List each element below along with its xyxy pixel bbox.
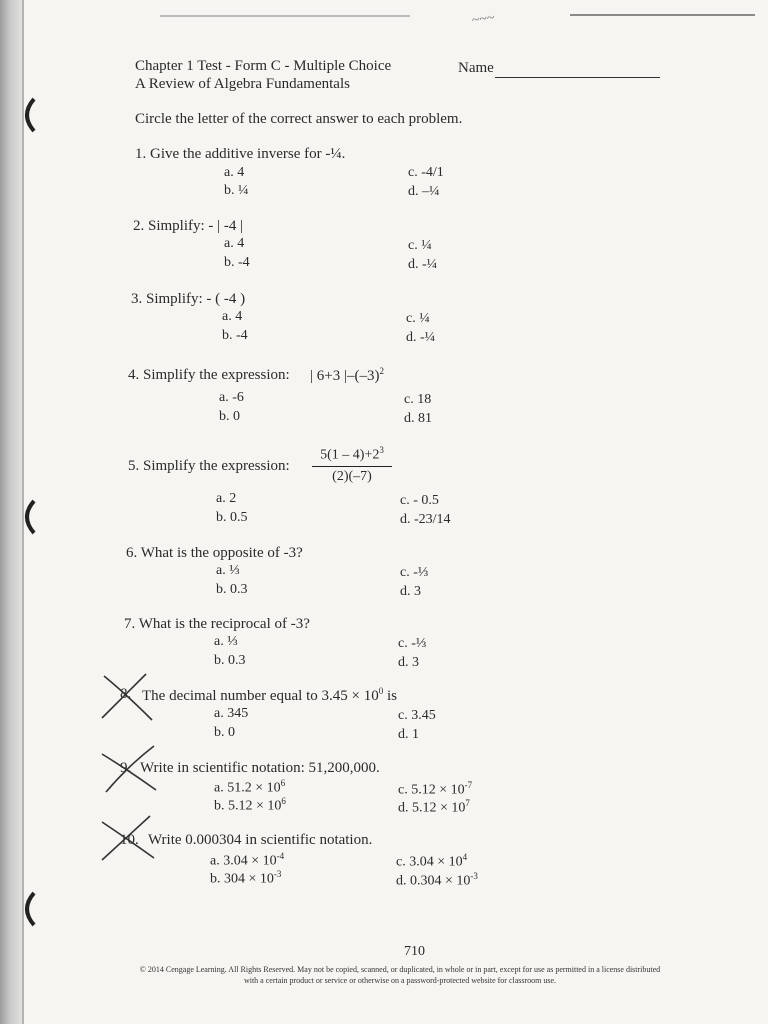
question-8-prompt [142, 686, 397, 705]
question-10-option-c[interactable] [396, 852, 467, 871]
question-3-option-a[interactable]: a. 4 [222, 309, 243, 324]
name-field-line[interactable] [495, 77, 660, 78]
question-7-prompt: 7. What is the reciprocal of -3? [124, 616, 310, 632]
question-8-number: 8. [120, 686, 132, 702]
question-8-option-b[interactable]: b. 0 [214, 725, 235, 740]
question-5-option-c[interactable]: c. - 0.5 [400, 493, 439, 508]
name-label: Name [458, 60, 494, 76]
question-10-option-d-exponent: -3 [470, 871, 478, 881]
question-4-option-a[interactable]: a. -6 [219, 390, 244, 405]
cross-out-x-icon [98, 668, 158, 726]
copyright-footer [120, 964, 680, 986]
question-9-option-b-exponent: 6 [281, 796, 286, 806]
question-5-fraction [312, 445, 392, 485]
question-3-option-b[interactable]: b. -4 [222, 328, 248, 343]
question-2-option-a[interactable]: a. 4 [224, 236, 245, 251]
scan-top-line [160, 15, 410, 17]
question-9-option-c-base: c. 5.12 × 10 [398, 782, 465, 798]
question-9-option-a-base: a. 51.2 × 10 [214, 780, 281, 796]
question-7-option-a[interactable]: a. ⅓ [214, 634, 238, 649]
question-9-option-a-exponent: 6 [280, 778, 286, 788]
question-8-option-d[interactable]: d. 1 [398, 727, 419, 742]
question-10-prompt: Write 0.000304 in scientific notation. [148, 832, 373, 848]
test-title: Chapter 1 Test - Form C - Multiple Choice [135, 58, 392, 74]
question-3-option-d[interactable]: d. -¼ [406, 330, 436, 345]
question-1-option-d[interactable]: d. –¼ [408, 184, 440, 199]
question-7-option-b[interactable]: b. 0.3 [214, 653, 246, 668]
question-4-option-d[interactable]: d. 81 [404, 411, 432, 426]
question-8-option-a[interactable]: a. 345 [214, 706, 249, 721]
question-5-prompt: 5. Simplify the expression: [128, 458, 290, 474]
question-5-option-b[interactable]: b. 0.5 [216, 510, 248, 525]
page-number: 710 [404, 944, 425, 959]
question-9-option-d-exponent: 7 [465, 798, 470, 808]
scan-top-line [570, 14, 755, 16]
cross-out-x-icon [98, 742, 160, 798]
question-10-option-a-base: a. 3.04 × 10 [210, 853, 277, 869]
question-6-option-c[interactable]: c. -⅓ [400, 565, 429, 580]
question-7-option-c[interactable]: c. -⅓ [398, 636, 427, 651]
question-9-option-a[interactable] [214, 778, 285, 797]
question-9-option-d[interactable] [398, 798, 470, 817]
question-10-option-b-exponent: -3 [273, 869, 282, 879]
question-2-option-b[interactable]: b. -4 [224, 255, 250, 270]
question-10-option-c-base: c. 3.04 × 10 [396, 854, 463, 870]
question-2-option-d[interactable]: d. -¼ [408, 257, 438, 272]
punch-hole-icon [16, 890, 38, 928]
punch-hole-icon [16, 96, 38, 134]
question-6-option-a[interactable]: a. ⅓ [216, 563, 240, 578]
question-1-option-b[interactable]: b. ¼ [224, 183, 249, 198]
instructions: Circle the letter of the correct answer to each problem. [135, 111, 463, 127]
cross-out-x-icon [96, 812, 158, 864]
question-10-option-a[interactable] [210, 851, 284, 870]
question-5-option-d[interactable]: d. -23/14 [400, 512, 451, 527]
question-3-prompt: 3. Simplify: - ( -4 ) [131, 291, 246, 307]
question-2-prompt: 2. Simplify: - | -4 | [133, 218, 244, 234]
question-6-option-b[interactable]: b. 0.3 [216, 582, 248, 597]
question-4-expression-exponent: 2 [379, 366, 384, 376]
question-3-option-c[interactable]: c. ¼ [406, 311, 430, 326]
question-5-option-a[interactable]: a. 2 [216, 491, 237, 506]
question-1-option-a[interactable]: a. 4 [224, 165, 245, 180]
question-9-option-c-exponent: -7 [464, 780, 473, 790]
question-2-option-c[interactable]: c. ¼ [408, 238, 432, 253]
question-7-option-d[interactable]: d. 3 [398, 655, 419, 670]
fraction-bar [312, 466, 392, 467]
question-10-option-d[interactable] [396, 871, 478, 890]
question-5-denominator: (2)(–7) [332, 468, 372, 484]
question-9-option-b[interactable] [214, 796, 286, 815]
question-9-prompt: Write in scientific notation: 51,200,000. [140, 760, 380, 776]
question-9-option-c[interactable] [398, 780, 472, 799]
question-8-prompt-end: is [383, 688, 397, 704]
test-subtitle: A Review of Algebra Fundamentals [135, 76, 350, 92]
question-9-option-d-base: d. 5.12 × 10 [398, 800, 466, 816]
question-4-option-b[interactable]: b. 0 [219, 409, 240, 424]
copyright-line-2: with a certain product or service or otherwise on a password-protected website for classroom use. [243, 976, 557, 985]
question-4-expression-base: | 6+3 |–(–3) [310, 368, 380, 384]
question-8-option-c[interactable]: c. 3.45 [398, 708, 436, 723]
copyright-line-1: © 2014 Cengage Learning. All Rights Reserved. May not be copied, scanned, or duplicated, in whole or in part, except for use as permitted in a license distributed [139, 965, 661, 974]
question-5-numerator-base: 5(1 – 4)+2 [320, 447, 380, 463]
question-10-option-b[interactable] [210, 869, 281, 888]
punch-hole-icon [16, 498, 38, 536]
scan-scribble-mark: ~~~ [470, 10, 496, 29]
question-10-number: 10. [120, 832, 139, 848]
question-5-numerator [312, 445, 392, 464]
question-4-expression [310, 366, 384, 385]
question-4-option-c[interactable]: c. 18 [404, 392, 432, 407]
question-10-option-d-base: d. 0.304 × 10 [396, 873, 471, 889]
question-9-option-b-base: b. 5.12 × 10 [214, 798, 282, 814]
question-1-prompt: 1. Give the additive inverse for -¼. [135, 146, 346, 162]
question-5-numerator-exponent: 3 [379, 445, 384, 455]
question-6-option-d[interactable]: d. 3 [400, 584, 421, 599]
question-9-number: 9. [120, 760, 132, 776]
question-10-option-b-base: b. 304 × 10 [210, 871, 274, 887]
question-8-prompt-exponent: 0 [378, 686, 384, 696]
question-4-prompt: 4. Simplify the expression: [128, 367, 290, 383]
question-8-prompt-text: The decimal number equal to 3.45 × 10 [142, 688, 379, 704]
question-1-option-c[interactable]: c. -4/1 [408, 165, 444, 180]
question-10-option-c-exponent: 4 [462, 852, 468, 862]
question-6-prompt: 6. What is the opposite of -3? [126, 545, 303, 561]
question-10-option-a-exponent: -4 [276, 851, 285, 861]
